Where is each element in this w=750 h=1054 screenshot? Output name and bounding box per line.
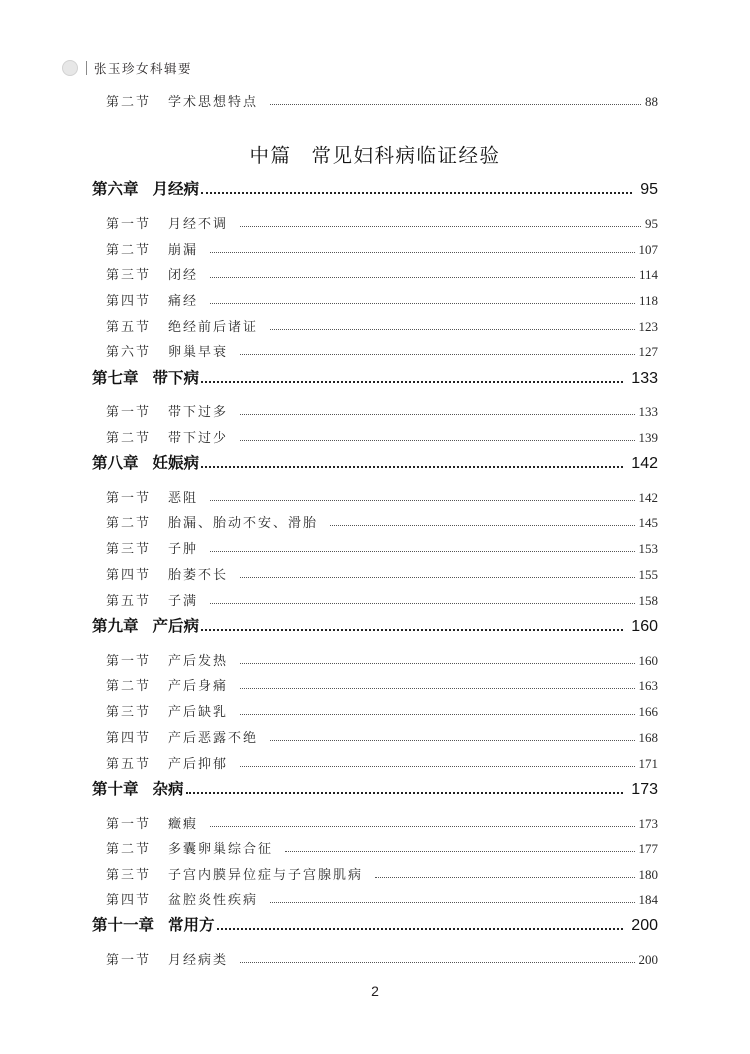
dot-leader: [240, 962, 634, 963]
section-title: 胎萎不长: [168, 568, 229, 583]
chapter-title: 月经病: [152, 180, 200, 198]
section-page: 145: [638, 515, 658, 530]
dot-leader: [270, 329, 634, 330]
section-number: 第六节: [106, 345, 152, 360]
section-title: 带下过少: [168, 431, 229, 446]
chapter-number: 第九章: [92, 617, 139, 635]
section-number: 第二节: [106, 95, 152, 110]
toc-section-entry[interactable]: [106, 315, 658, 335]
dot-leader: [217, 928, 624, 930]
section-page: 107: [638, 242, 658, 257]
toc-section-entry[interactable]: [106, 90, 658, 110]
chapter-page: 142: [631, 455, 658, 472]
section-number: 第三节: [106, 268, 152, 283]
toc-section-entry[interactable]: [106, 837, 658, 857]
section-title: 带下过多: [168, 405, 229, 420]
chapter-title: 妊娠病: [152, 454, 200, 472]
dot-leader: [240, 354, 634, 355]
chapter-page: 173: [631, 781, 658, 798]
dot-leader: [240, 688, 634, 689]
chapter-page: 200: [631, 917, 658, 934]
section-title: 崩漏: [168, 243, 199, 258]
chapter-title: 带下病: [152, 369, 200, 387]
section-page: 158: [638, 593, 658, 608]
section-number: 第二节: [106, 243, 152, 258]
dot-leader: [240, 714, 634, 715]
section-number: 第一节: [106, 405, 152, 420]
dot-leader: [201, 629, 623, 631]
section-number: 第一节: [106, 817, 152, 832]
section-page: 153: [638, 541, 658, 556]
section-number: 第四节: [106, 568, 152, 583]
dot-leader: [210, 500, 634, 501]
toc-section-entry[interactable]: [106, 700, 658, 720]
section-title: 胎漏、胎动不安、滑胎: [168, 516, 319, 531]
toc-chapter-entry[interactable]: [92, 177, 658, 199]
toc-section-entry[interactable]: [106, 726, 658, 746]
section-title: 产后缺乳: [168, 705, 229, 720]
section-page: 133: [638, 404, 658, 419]
section-page: 180: [638, 867, 658, 882]
dot-leader: [270, 740, 634, 741]
section-number: 第二节: [106, 679, 152, 694]
dot-leader: [210, 603, 634, 604]
section-title: 子肿: [168, 542, 199, 557]
section-title: 产后抑郁: [168, 757, 229, 772]
section-title: 学术思想特点: [168, 95, 259, 110]
toc-section-entry[interactable]: [106, 888, 658, 908]
part-number: 中篇: [249, 144, 292, 167]
section-page: 118: [638, 293, 658, 308]
dot-leader: [375, 877, 634, 878]
section-title: 绝经前后诸证: [168, 320, 259, 335]
section-page: 142: [638, 490, 658, 505]
section-title: 痛经: [168, 294, 199, 309]
chapter-title: 产后病: [152, 617, 200, 635]
section-number: 第一节: [106, 953, 152, 968]
section-title: 盆腔炎性疾病: [168, 893, 259, 908]
section-page: 163: [638, 678, 658, 693]
dot-leader: [210, 826, 634, 827]
circle-logo-icon: [62, 60, 78, 76]
toc-section-entry[interactable]: [106, 674, 658, 694]
part-title: 常见妇科病临证经验: [311, 144, 501, 167]
section-page: 171: [638, 756, 658, 771]
section-page: 184: [638, 892, 658, 907]
chapter-page: 160: [631, 618, 658, 635]
section-title: 子宫内膜异位症与子宫腺肌病: [168, 868, 364, 883]
toc-section-entry[interactable]: [106, 812, 658, 832]
section-page: 173: [638, 816, 658, 831]
chapter-page: 133: [631, 370, 658, 387]
section-page: 160: [638, 653, 658, 668]
section-page: 168: [638, 730, 658, 745]
section-page: 127: [638, 344, 658, 359]
dot-leader: [285, 851, 634, 852]
dot-leader: [210, 252, 634, 253]
chapter-number: 第七章: [92, 369, 139, 387]
section-number: 第四节: [106, 731, 152, 746]
section-title: 癥瘕: [168, 817, 199, 832]
toc-chapter-entry[interactable]: [92, 614, 658, 636]
dot-leader: [240, 766, 634, 767]
section-page: 139: [638, 430, 658, 445]
dot-leader: [240, 440, 634, 441]
section-page: 95: [645, 216, 658, 231]
toc-section-entry[interactable]: [106, 649, 658, 669]
section-title: 月经不调: [168, 217, 229, 232]
toc-chapter-entry[interactable]: [92, 366, 658, 388]
chapter-title: 杂病: [152, 780, 184, 798]
header-divider: [86, 61, 87, 75]
chapter-number: 第八章: [92, 454, 139, 472]
dot-leader: [210, 303, 635, 304]
toc-section-entry[interactable]: [106, 238, 658, 258]
toc-section-entry[interactable]: [106, 212, 658, 232]
section-title: 子满: [168, 594, 199, 609]
section-title: 产后发热: [168, 654, 229, 669]
dot-leader: [186, 792, 624, 794]
section-number: 第五节: [106, 320, 152, 335]
dot-leader: [240, 663, 634, 664]
section-number: 第二节: [106, 431, 152, 446]
section-number: 第一节: [106, 217, 152, 232]
section-page: 200: [638, 952, 658, 967]
section-page: 88: [645, 94, 658, 109]
section-number: 第一节: [106, 654, 152, 669]
section-title: 月经病类: [168, 953, 229, 968]
section-title: 闭经: [168, 268, 199, 283]
toc-section-entry[interactable]: [106, 263, 658, 283]
section-number: 第二节: [106, 842, 152, 857]
toc-section-entry[interactable]: [106, 537, 658, 557]
chapter-number: 第十章: [92, 780, 139, 798]
toc-section-entry[interactable]: [106, 752, 658, 772]
section-page: 155: [638, 567, 658, 582]
chapter-number: 第六章: [92, 180, 139, 198]
section-title: 卵巢早衰: [168, 345, 229, 360]
dot-leader: [201, 466, 623, 468]
toc-section-entry[interactable]: [106, 400, 658, 420]
section-number: 第五节: [106, 594, 152, 609]
dot-leader: [330, 525, 634, 526]
section-number: 第三节: [106, 542, 152, 557]
dot-leader: [240, 577, 634, 578]
dot-leader: [201, 192, 632, 194]
toc-chapter-entry[interactable]: [92, 451, 658, 473]
section-title: 恶阻: [168, 491, 199, 506]
dot-leader: [240, 226, 641, 227]
section-number: 第三节: [106, 868, 152, 883]
section-number: 第二节: [106, 516, 152, 531]
toc-section-entry[interactable]: [106, 486, 658, 506]
chapter-number: 第十一章: [92, 916, 155, 934]
dot-leader: [270, 104, 641, 105]
section-page: 123: [638, 319, 658, 334]
chapter-page: 95: [640, 181, 658, 198]
section-page: 166: [638, 704, 658, 719]
dot-leader: [210, 551, 634, 552]
dot-leader: [270, 902, 634, 903]
toc-section-entry[interactable]: [106, 589, 658, 609]
toc-section-entry[interactable]: [106, 863, 658, 883]
section-title: 多囊卵巢综合征: [168, 842, 274, 857]
toc-section-entry[interactable]: [106, 340, 658, 360]
dot-leader: [210, 277, 635, 278]
section-page: 177: [638, 841, 658, 856]
section-page: 114: [638, 267, 658, 282]
section-number: 第五节: [106, 757, 152, 772]
dot-leader: [240, 414, 634, 415]
toc-section-entry[interactable]: [106, 289, 658, 309]
book-title: 张玉珍女科辑要: [94, 61, 193, 76]
section-number: 第四节: [106, 893, 152, 908]
dot-leader: [201, 381, 623, 383]
toc-chapter-entry[interactable]: [92, 913, 658, 935]
section-number: 第四节: [106, 294, 152, 309]
running-header: [62, 58, 192, 78]
toc-section-entry[interactable]: [106, 948, 658, 968]
section-title: 产后身痛: [168, 679, 229, 694]
section-number: 第三节: [106, 705, 152, 720]
chapter-title: 常用方: [168, 916, 215, 934]
section-number: 第一节: [106, 491, 152, 506]
toc-chapter-entry[interactable]: [92, 777, 658, 799]
page-number: 2: [371, 983, 379, 999]
toc-section-entry[interactable]: [106, 563, 658, 583]
toc-section-entry[interactable]: [106, 511, 658, 531]
part-heading: [0, 140, 750, 168]
section-title: 产后恶露不绝: [168, 731, 259, 746]
toc-section-entry[interactable]: [106, 426, 658, 446]
